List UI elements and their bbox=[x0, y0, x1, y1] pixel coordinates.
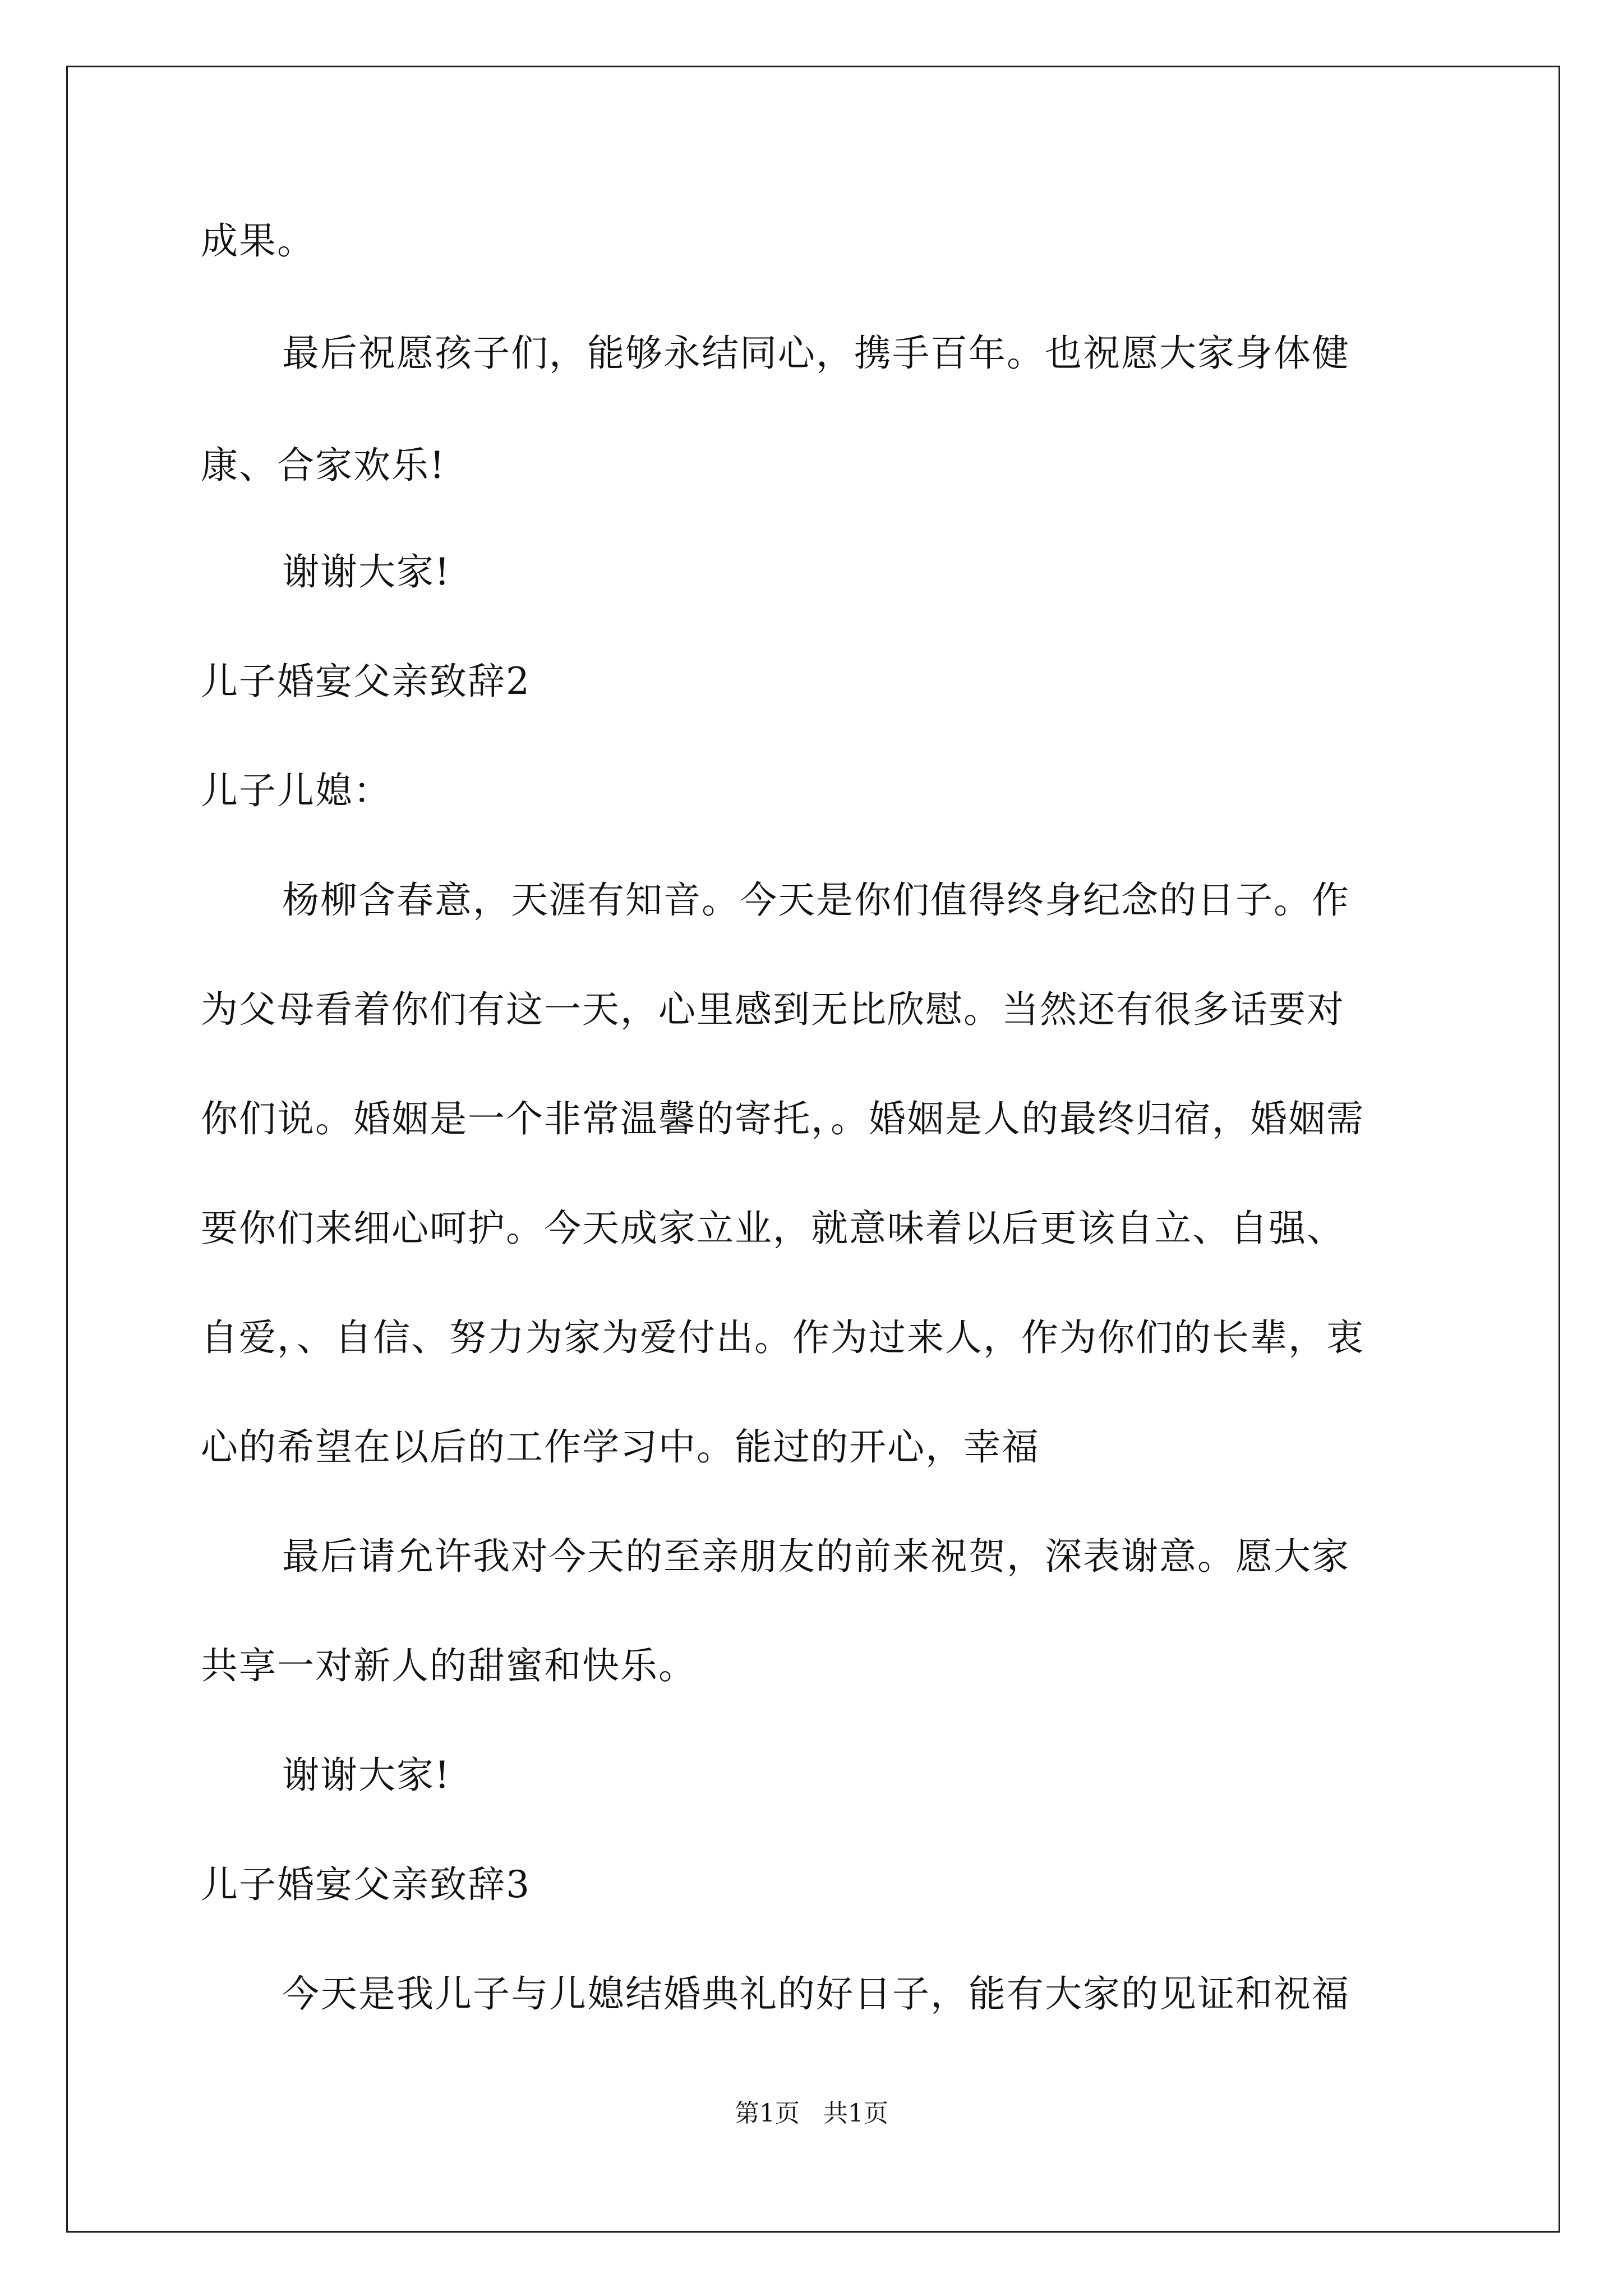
text-line-11: 自爱，、自信、努力为家为爱付出。作为过来人，作为你们的长辈，衷 bbox=[201, 1316, 1364, 1359]
text-line-1: 成果。 bbox=[201, 219, 315, 263]
text-line-8: 为父母看着你们有这一天，心里感到无比欣慰。当然还有很多话要对 bbox=[201, 988, 1345, 1031]
page-footer: 第1页 共1页 bbox=[735, 2099, 888, 2128]
text-line-17: 今天是我儿子与儿媳结婚典礼的好日子，能有大家的见证和祝福 bbox=[282, 1972, 1350, 2016]
text-line-12: 心的希望在以后的工作学习中。能过的开心，幸福 bbox=[201, 1425, 1040, 1469]
text-line-7: 杨柳含春意，天涯有知音。今天是你们值得终身纪念的日子。作 bbox=[282, 878, 1350, 922]
text-line-9: 你们说。婚姻是一个非常温馨的寄托，。婚姻是人的最终归宿，婚姻需 bbox=[201, 1097, 1364, 1140]
text-line-13: 最后请允许我对今天的至亲朋友的前来祝贺，深表谢意。愿大家 bbox=[282, 1535, 1350, 1578]
text-line-2: 最后祝愿孩子们，能够永结同心，携手百年。也祝愿大家身体健 bbox=[282, 332, 1350, 375]
page-border bbox=[66, 66, 1560, 2233]
text-line-10: 要你们来细心呵护。今天成家立业，就意味着以后更该自立、自强、 bbox=[201, 1207, 1345, 1250]
text-line-14: 共享一对新人的甜蜜和快乐。 bbox=[201, 1644, 697, 1687]
text-line-3: 康、合家欢乐! bbox=[201, 444, 446, 487]
text-line-4: 谢谢大家! bbox=[282, 550, 451, 593]
text-line-6: 儿子儿媳： bbox=[201, 769, 391, 812]
section-heading-3: 儿子婚宴父亲致辞3 bbox=[201, 1863, 531, 1906]
section-heading-2: 儿子婚宴父亲致辞2 bbox=[201, 660, 531, 703]
text-line-15: 谢谢大家! bbox=[282, 1754, 451, 1797]
